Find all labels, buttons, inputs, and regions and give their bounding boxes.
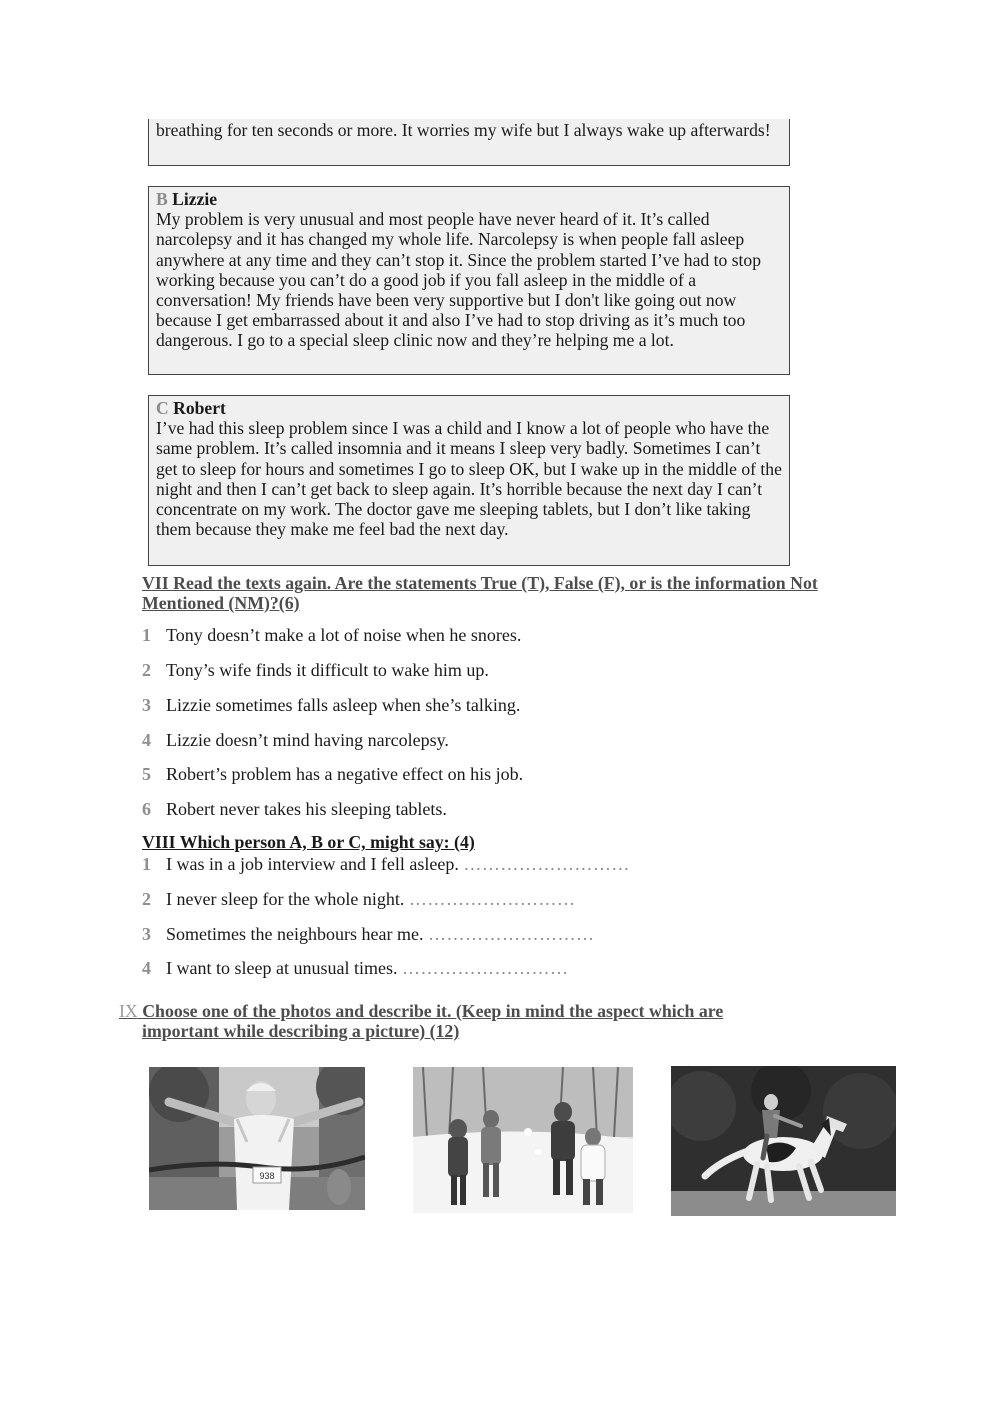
photo-snowball-fight[interactable] xyxy=(413,1067,633,1213)
section-8-heading: VIII Which person A, B or C, might say: (4) xyxy=(142,832,475,852)
item-number: 3 xyxy=(142,924,151,944)
text-b-letter: B xyxy=(156,189,168,209)
text-c-title xyxy=(156,398,782,418)
section-9-heading xyxy=(119,1001,839,1041)
matching-text: I never sleep for the whole night. xyxy=(166,889,405,909)
matching-text: I was in a job interview and I fell asleep. xyxy=(166,854,459,874)
item-number: 1 xyxy=(142,625,151,645)
statement-text: Lizzie sometimes falls asleep when she’s talking. xyxy=(166,695,521,715)
statement-text: Lizzie doesn’t mind having narcolepsy. xyxy=(166,730,449,750)
matching-item xyxy=(142,888,575,910)
item-number: 2 xyxy=(142,889,151,909)
section-9-number: IX xyxy=(119,1001,138,1021)
text-c-box xyxy=(148,395,790,566)
answer-blank[interactable]: ……………………… xyxy=(427,924,595,944)
section-9-line-1: Choose one of the photos and describe it. (Keep in mind the aspect which are xyxy=(142,1001,724,1021)
text-b-name: Lizzie xyxy=(172,189,218,209)
photo-horse-rider[interactable] xyxy=(671,1066,896,1216)
answer-blank[interactable]: ……………………… xyxy=(408,889,576,909)
text-c-name: Robert xyxy=(173,398,226,418)
photo-runner[interactable] xyxy=(149,1067,365,1210)
matching-item xyxy=(142,923,594,945)
tf-statement xyxy=(142,763,523,785)
tf-statement xyxy=(142,659,489,681)
text-c-body: I’ve had this sleep problem since I was a child and I know a lot of people who have the same problem. It’s called insomnia and it means I sleep very badly. Sometimes I can’t get to sleep for hours and sometimes I go to sleep OK, but I wake up in the middle of the night and then I can’t get back to sleep again. It’s horrible because the next day I can’t concentrate on my work. The doctor gave me sleeping tablets, but I don’t like taking them because they make me feel bad the next day. xyxy=(156,418,782,540)
tf-statement xyxy=(142,624,521,646)
matching-text: Sometimes the neighbours hear me. xyxy=(166,924,424,944)
matching-item xyxy=(142,853,630,875)
runner-bib-number: 938 xyxy=(259,1171,275,1181)
item-number: 2 xyxy=(142,660,151,680)
text-b-title xyxy=(156,189,782,209)
section-7-heading: VII Read the texts again. Are the statements True (T), False (F), or is the information Not Mentioned (NM)?(6) xyxy=(142,573,818,613)
item-number: 5 xyxy=(142,764,151,784)
matching-item xyxy=(142,957,568,979)
text-c-letter: C xyxy=(156,398,169,418)
answer-blank[interactable]: ……………………… xyxy=(401,958,569,978)
item-number: 4 xyxy=(142,958,151,978)
item-number: 3 xyxy=(142,695,151,715)
statement-text: Tony doesn’t make a lot of noise when he snores. xyxy=(166,625,522,645)
text-a-body: breathing for ten seconds or more. It worries my wife but I always wake up afterwards! xyxy=(156,120,771,140)
tf-statement xyxy=(142,729,449,751)
matching-text: I want to sleep at unusual times. xyxy=(166,958,398,978)
statement-text: Robert never takes his sleeping tablets. xyxy=(166,799,447,819)
answer-blank[interactable]: ……………………… xyxy=(463,854,630,874)
tf-statement xyxy=(142,798,447,820)
statement-text: Robert’s problem has a negative effect on his job. xyxy=(166,764,524,784)
text-b-box xyxy=(148,186,790,375)
item-number: 6 xyxy=(142,799,151,819)
text-b-body: My problem is very unusual and most people have never heard of it. It’s called narcolepsy and it has changed my whole life. Narcolepsy is when people fall asleep anywhere at any time and they can’t stop it. Since the problem started I’ve had to stop working because you can’t do a good job if you fall asleep in the middle of a conversation! My friends have been very supportive but I don't like going out now because I get embarrassed about it and also I’ve had to stop driving as it’s much too dangerous. I go to a special sleep clinic now and they’re helping me a lot. xyxy=(156,209,762,351)
item-number: 1 xyxy=(142,854,151,874)
statement-text: Tony’s wife finds it difficult to wake him up. xyxy=(166,660,489,680)
section-9-line-2: important while describing a picture) (12) xyxy=(142,1021,460,1041)
item-number: 4 xyxy=(142,730,151,750)
tf-statement xyxy=(142,694,520,716)
text-a-box xyxy=(148,119,790,166)
